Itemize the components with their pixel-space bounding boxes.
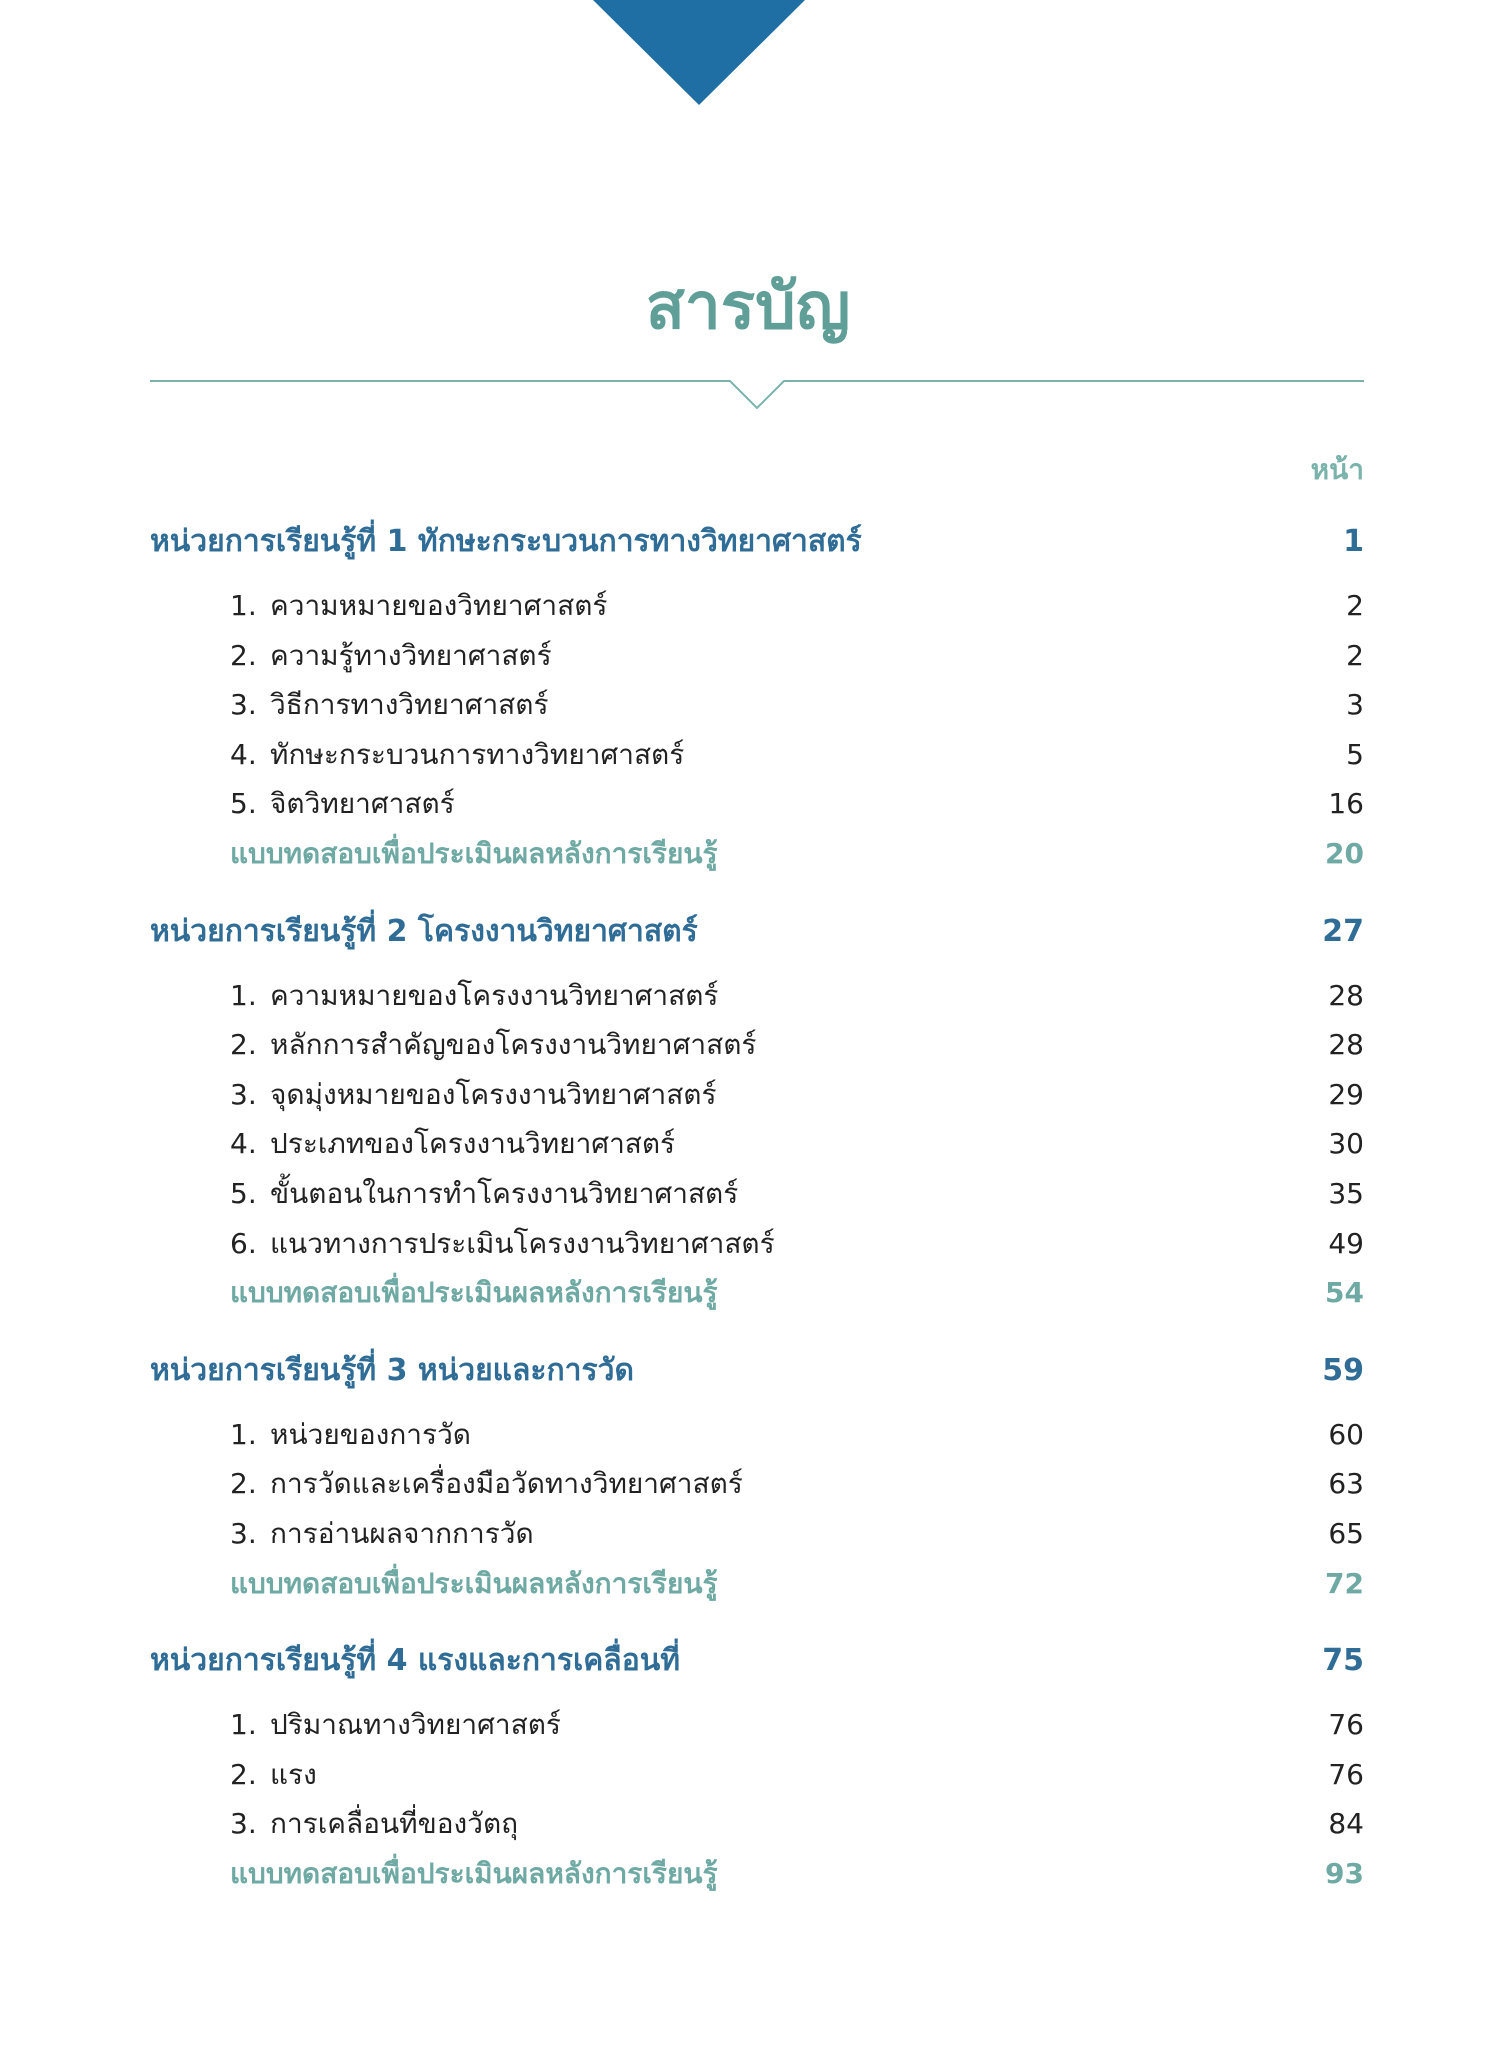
toc-item[interactable] [150, 683, 1364, 733]
toc-item[interactable] [150, 1753, 1364, 1803]
toc-item-entry [230, 733, 684, 777]
toc-item[interactable] [150, 1512, 1364, 1562]
toc-item-title: จิตวิทยาศาสตร์ [270, 787, 455, 821]
page-column-header: หน้า [1310, 453, 1364, 486]
toc-item-page-number: 76 [1328, 1757, 1364, 1791]
toc-item[interactable] [150, 1023, 1364, 1073]
unit-page-number: 1 [1343, 524, 1364, 559]
toc-item-number: 2. [230, 1757, 257, 1791]
toc-item-page-number: 2 [1346, 638, 1364, 672]
toc-item-entry [230, 1703, 561, 1747]
toc-item[interactable] [150, 1413, 1364, 1463]
toc-unit [150, 1637, 1364, 1901]
toc-item[interactable] [150, 782, 1364, 832]
toc-item-number: 1. [230, 1417, 257, 1451]
quiz-page-number: 72 [1325, 1566, 1364, 1600]
toc-item-entry [230, 782, 455, 826]
quiz-page-number: 54 [1325, 1276, 1364, 1310]
toc-item-page-number: 3 [1346, 688, 1364, 722]
toc-item-number: 4. [230, 1127, 257, 1161]
quiz-title: แบบทดสอบเพื่อประเมินผลหลังการเรียนรู้ [230, 836, 718, 870]
toc-item[interactable] [150, 1122, 1364, 1172]
toc-item-title: ทักษะกระบวนการทางวิทยาศาสตร์ [270, 737, 685, 771]
toc-item-number: 2. [230, 638, 257, 672]
toc-item-title: การเคลื่อนที่ของวัตถุ [270, 1807, 519, 1841]
toc-item-number: 1. [230, 1708, 257, 1742]
toc-item-page-number: 28 [1328, 978, 1364, 1012]
toc-item-title: ขั้นตอนในการทำโครงงานวิทยาศาสตร์ [270, 1176, 739, 1210]
toc-item-page-number: 29 [1328, 1077, 1364, 1111]
toc-item-entry [230, 584, 607, 628]
toc-item[interactable] [150, 733, 1364, 783]
toc-item-page-number: 30 [1328, 1127, 1364, 1161]
toc-item-entry [230, 1753, 317, 1797]
toc-item-entry [230, 1462, 743, 1506]
toc-item-page-number: 35 [1328, 1176, 1364, 1210]
toc-item-title: หน่วยของการวัด [270, 1417, 471, 1451]
toc-item[interactable] [150, 1222, 1364, 1272]
quiz-title: แบบทดสอบเพื่อประเมินผลหลังการเรียนรู้ [230, 1566, 718, 1600]
toc-item[interactable] [150, 1802, 1364, 1852]
toc-item-entry [230, 1802, 518, 1846]
toc-item-title: ประเภทของโครงงานวิทยาศาสตร์ [270, 1127, 676, 1161]
quiz-page-number: 93 [1325, 1856, 1364, 1890]
unit-title: หน่วยการเรียนรู้ที่ 3 หน่วยและการวัด [150, 1352, 634, 1388]
toc-item-page-number: 76 [1328, 1708, 1364, 1742]
toc-item-number: 4. [230, 737, 257, 771]
toc-item-number: 6. [230, 1226, 257, 1260]
toc-item-title: จุดมุ่งหมายของโครงงานวิทยาศาสตร์ [270, 1077, 717, 1111]
toc-item-title: การอ่านผลจากการวัด [270, 1516, 534, 1550]
toc-item[interactable] [150, 1462, 1364, 1512]
unit-page-number: 27 [1322, 913, 1364, 949]
toc-item-number: 2. [230, 1467, 257, 1501]
toc-quiz-entry[interactable] [150, 1562, 1364, 1612]
quiz-title: แบบทดสอบเพื่อประเมินผลหลังการเรียนรู้ [230, 1276, 718, 1310]
quiz-page-number: 20 [1325, 836, 1364, 870]
unit-title: หน่วยการเรียนรู้ที่ 1 ทักษะกระบวนการทางวิทยาศาสตร์ [150, 524, 862, 559]
toc-item-title: ความรู้ทางวิทยาศาสตร์ [270, 638, 552, 672]
toc-item-entry [230, 1172, 738, 1216]
toc-item-number: 3. [230, 1807, 257, 1841]
toc-item-entry [230, 1073, 717, 1117]
toc-item-page-number: 65 [1328, 1516, 1364, 1550]
toc-item[interactable] [150, 974, 1364, 1024]
toc-item[interactable] [150, 634, 1364, 684]
quiz-title: แบบทดสอบเพื่อประเมินผลหลังการเรียนรู้ [230, 1856, 718, 1890]
toc-item-title: ปริมาณทางวิทยาศาสตร์ [270, 1708, 561, 1742]
toc-item-entry [230, 1122, 675, 1166]
toc-item-title: หลักการสำคัญของโครงงานวิทยาศาสตร์ [270, 1028, 757, 1062]
toc-item-page-number: 2 [1346, 589, 1364, 622]
title-divider [150, 370, 1364, 412]
toc-item[interactable] [150, 1703, 1364, 1753]
toc-item[interactable] [150, 1073, 1364, 1123]
toc-item-page-number: 28 [1328, 1028, 1364, 1062]
toc-item-number: 5. [230, 787, 257, 821]
toc-item-title: ความหมายของโครงงานวิทยาศาสตร์ [270, 978, 719, 1012]
toc-unit [150, 518, 1364, 882]
toc-item-number: 3. [230, 1077, 257, 1111]
toc-item-number: 3. [230, 688, 257, 722]
toc-item-entry [230, 1413, 471, 1457]
toc-item-number: 5. [230, 1176, 257, 1210]
toc-unit [150, 908, 1364, 1321]
unit-page-number: 59 [1322, 1352, 1364, 1388]
toc-item-page-number: 49 [1328, 1226, 1364, 1260]
toc-item-page-number: 16 [1328, 787, 1364, 821]
toc-item[interactable] [150, 584, 1364, 634]
toc-unit-heading[interactable] [150, 908, 1364, 966]
toc-item-page-number: 60 [1328, 1417, 1364, 1451]
toc-item-title: แรง [270, 1757, 317, 1791]
unit-title: หน่วยการเรียนรู้ที่ 2 โครงงานวิทยาศาสตร์ [150, 913, 698, 949]
toc-unit-heading[interactable] [150, 1347, 1364, 1405]
toc-item-number: 3. [230, 1516, 257, 1550]
unit-title: หน่วยการเรียนรู้ที่ 4 แรงและการเคลื่อนที่ [150, 1643, 680, 1679]
table-of-contents [150, 518, 1364, 1927]
toc-item-number: 2. [230, 1028, 257, 1062]
toc-unit-heading[interactable] [150, 518, 1364, 576]
toc-item-entry [230, 974, 718, 1018]
toc-unit [150, 1347, 1364, 1611]
toc-item-title: แนวทางการประเมินโครงงานวิทยาศาสตร์ [270, 1226, 775, 1260]
page-title: สารบัญ [645, 270, 851, 344]
toc-item-page-number: 84 [1328, 1807, 1364, 1841]
toc-item-page-number: 63 [1328, 1467, 1364, 1501]
toc-item-title: ความหมายของวิทยาศาสตร์ [270, 589, 608, 622]
toc-item-entry [230, 1512, 534, 1556]
toc-quiz-entry[interactable] [150, 1852, 1364, 1902]
unit-page-number: 75 [1322, 1643, 1364, 1679]
toc-item-entry [230, 1222, 775, 1266]
toc-item-title: การวัดและเครื่องมือวัดทางวิทยาศาสตร์ [270, 1467, 743, 1501]
top-triangle-decoration [593, 0, 805, 105]
toc-item[interactable] [150, 1172, 1364, 1222]
toc-item-page-number: 5 [1346, 737, 1364, 771]
toc-item-number: 1. [230, 978, 257, 1012]
toc-quiz-entry[interactable] [150, 832, 1364, 882]
toc-item-entry [230, 1023, 756, 1067]
toc-item-entry [230, 683, 549, 727]
toc-item-number: 1. [230, 589, 257, 622]
toc-unit-heading[interactable] [150, 1637, 1364, 1695]
toc-item-entry [230, 634, 552, 678]
toc-item-title: วิธีการทางวิทยาศาสตร์ [270, 688, 549, 722]
toc-quiz-entry[interactable] [150, 1271, 1364, 1321]
